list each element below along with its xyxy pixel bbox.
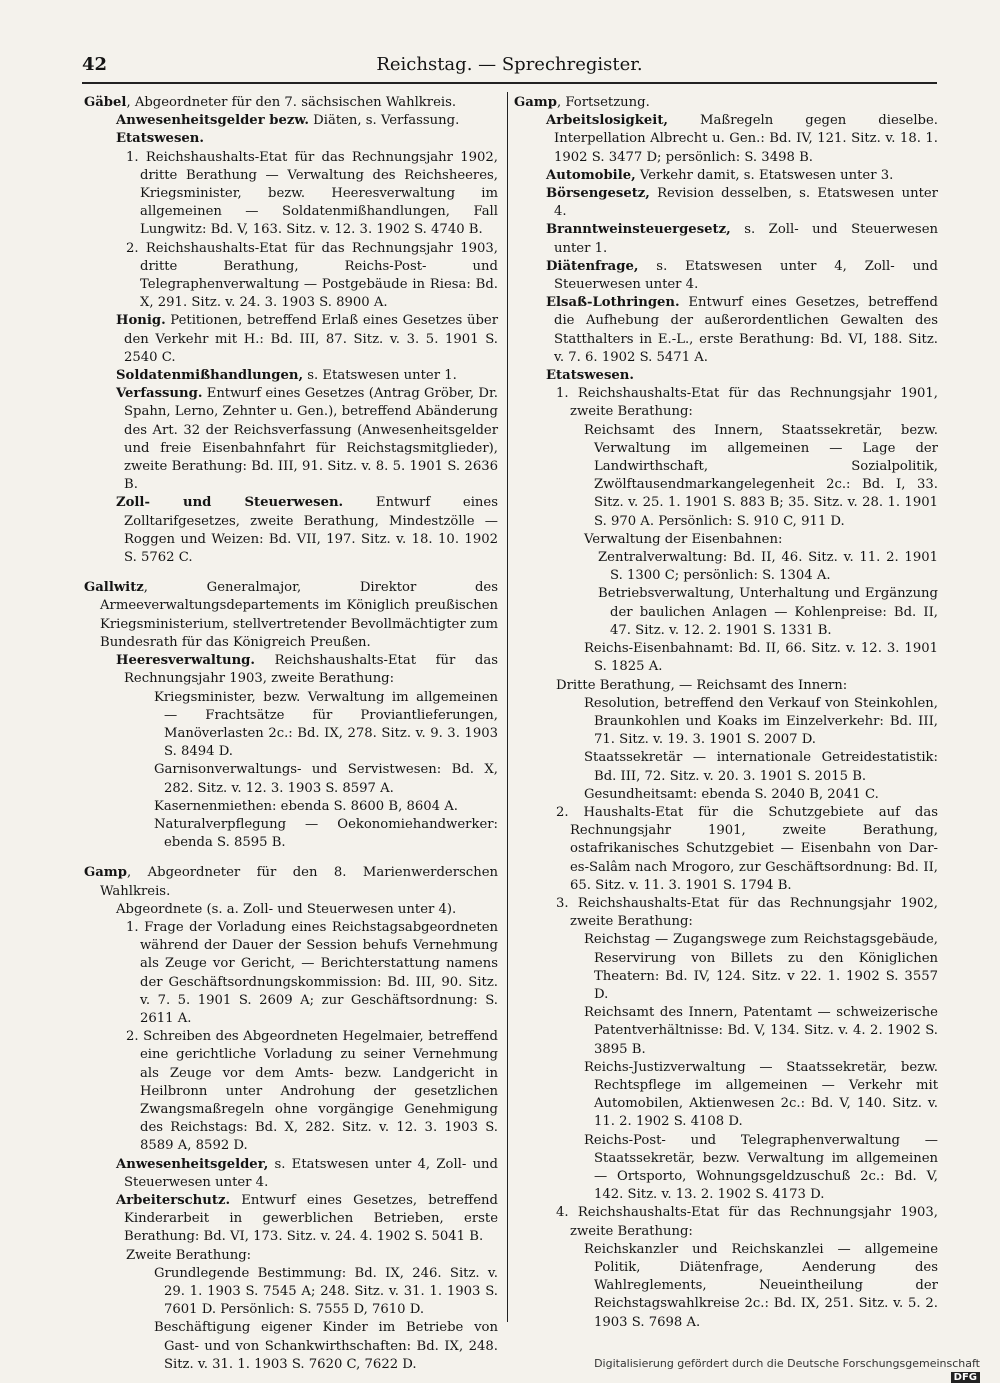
index-entry: Garnisonverwaltungs- und Servistwesen: Bd. X, 282. Sitz. v. 12. 3. 1903 S. 8597 A.	[154, 762, 498, 796]
subject-text: Revision desselben, s. Etatswesen unter 4.	[554, 186, 938, 220]
person-description: , Fortsetzung.	[556, 95, 650, 110]
index-entry: Abgeordnete (s. a. Zoll- und Steuerwesen unter 4).	[116, 901, 457, 917]
subject-text: s. Zoll- und Steuerwesen unter 1.	[554, 222, 938, 256]
subject-heading: Soldatenmißhandlungen,	[116, 368, 304, 384]
index-entry: 3. Reichshaushalts-Etat für das Rechnungsjahr 1902, zweite Berathung:	[556, 895, 938, 930]
index-entry: Etatswesen.	[116, 131, 204, 147]
index-entry: Reichs-Post- und Telegraphenverwaltung — Staatssekretär, bezw. Verwaltung im allgemeinen — Ortsporto, Wohnungsgeldzuschuß 2c.: Bd. V, 142. Sitz. v. 13. 2. 1902 S. 4173 D.	[584, 1132, 938, 1203]
subject-heading: Zoll- und Steuerwesen.	[116, 495, 344, 511]
index-entry: Gesundheitsamt: ebenda S. 2040 B, 2041 C.	[584, 786, 879, 802]
subject-text: Maßregeln gegen dieselbe. Interpellation Albrecht u. Gen.: Bd. IV, 121. Sitz. v. 18. 1. 1902 S. 3477 D; persönlich: S. 3498 B.	[554, 113, 938, 165]
index-entry: Resolution, betreffend den Verkauf von Steinkohlen, Braunkohlen und Koaks im Einzelverkehr: Bd. III, 71. Sitz. v. 19. 3. 1901 S. 2007 D.	[584, 695, 938, 748]
person-description: , Abgeordneter für den 8. Marienwerderschen Wahlkreis.	[100, 865, 498, 899]
index-entry	[514, 294, 938, 367]
person-name: Gamp	[84, 865, 127, 881]
index-entry	[514, 258, 938, 294]
running-title: Reichstag. — Sprechregister.	[376, 54, 643, 75]
column-divider	[507, 92, 508, 1322]
subject-heading: Arbeiterschutz.	[116, 1192, 231, 1208]
subject-heading: Verfassung.	[116, 386, 203, 402]
subject-text: Entwurf eines Gesetzes, betreffend die Aufhebung der außerordentlichen Gewalten des Statthalters in E.-L., erste Berathung: Bd. VI, 188. Sitz. v. 7. 6. 1902 S. 5471 A.	[554, 295, 938, 365]
index-entry: Zentralverwaltung: Bd. II, 46. Sitz. v. 11. 2. 1901 S. 1300 C; persönlich: S. 1304 A.	[598, 550, 938, 584]
person-name: Gallwitz	[84, 580, 144, 596]
subject-heading: Elsaß-Lothringen.	[546, 295, 680, 311]
index-entry: 4. Reichshaushalts-Etat für das Rechnungsjahr 1903, zweite Berathung:	[556, 1205, 938, 1239]
index-entry	[514, 221, 938, 257]
subject-text: Petitionen, betreffend Erlaß eines Gesetzes über den Verkehr mit H.: Bd. III, 87. Sitz. v. 3. 5. 1901 S. 2540 C.	[124, 313, 498, 365]
index-entry	[84, 112, 498, 130]
index-entry: Verwaltung der Eisenbahnen:	[584, 531, 783, 547]
index-entry	[84, 652, 498, 688]
index-entry: Reichs-Justizverwaltung — Staatssekretär, bezw. Rechtspflege im allgemeinen — Verkehr mit Automobilen, Aktienwesen 2c.: Bd. V, 140. Sitz. v. 11. 2. 1902 S. 4108 D.	[584, 1059, 938, 1130]
index-entry	[514, 167, 938, 185]
index-entry: Reichsamt des Innern, Patentamt — schweizerische Patentverhältnisse: Bd. V, 134. Sitz. v. 4. 2. 1902 S. 3895 B.	[584, 1005, 938, 1057]
index-entry	[84, 494, 498, 567]
index-entry: Betriebsverwaltung, Unterhaltung und Ergänzung der baulichen Anlagen — Kohlenpreise: Bd. II, 47. Sitz. v. 12. 2. 1901 S. 1331 B.	[598, 586, 938, 638]
person-description: , Abgeordneter für den 7. sächsischen Wahlkreis.	[126, 95, 457, 110]
header-rule	[82, 82, 937, 84]
index-entry: 2. Reichshaushalts-Etat für das Rechnungsjahr 1903, dritte Berathung, Reichs-Post- und Telegraphenverwaltung — Postgebäude in Riesa: Bd. X, 291. Sitz. v. 24. 3. 1903 S. 8900 A.	[126, 240, 498, 311]
person-name: Gamp	[514, 95, 557, 110]
index-entry: Kriegsminister, bezw. Verwaltung im allgemeinen — Frachtsätze für Proviantlieferungen, Manöverlasten 2c.: Bd. IX, 278. Sitz. v. 9. 3. 1903 S. 8494 D.	[154, 689, 498, 760]
index-entry: Dritte Berathung, — Reichsamt des Innern:	[556, 677, 848, 693]
index-entry: Naturalverpflegung — Oekonomiehandwerker: ebenda S. 8595 B.	[154, 816, 498, 851]
index-entry	[84, 1156, 498, 1192]
dfg-logo: DFG	[951, 1372, 980, 1383]
index-entry	[84, 367, 498, 385]
index-entry	[514, 185, 938, 221]
index-entry: 1. Reichshaushalts-Etat für das Rechnungsjahr 1902, dritte Berathung — Verwaltung des Reichsheeres, Kriegsminister, bezw. Heeresverwaltung im allgemeinen — Soldatenmißhandlungen, Fall Lungwitz: Bd. V, 163. Sitz. v. 12. 3. 1902 S. 4740 B.	[126, 149, 498, 238]
subject-text: s. Etatswesen unter 4, Zoll- und Steuerwesen unter 4.	[124, 1156, 498, 1190]
index-entry: Reichskanzler und Reichskanzlei — allgemeine Politik, Diätenfrage, Aenderung des Wahlreglements, Neueintheilung der Reichstagswahlkreise 2c.: Bd. IX, 251. Sitz. v. 5. 2. 1903 S. 7698 A.	[584, 1241, 938, 1330]
index-entry: Grundlegende Bestimmung: Bd. IX, 246. Sitz. v. 29. 1. 1903 S. 7545 A; 248. Sitz. v. 31. 1. 1903 S. 7601 D. Persönlich: S. 7555 D, 7610 D.	[154, 1265, 498, 1318]
subject-heading: Heeresverwaltung.	[116, 653, 255, 669]
index-entry	[84, 312, 498, 367]
index-entry: Etatswesen.	[546, 368, 634, 384]
right-column	[514, 94, 938, 1332]
footer	[580, 1357, 980, 1383]
person-name: Gäbel	[84, 95, 127, 110]
index-entry: Kasernenmiethen: ebenda S. 8600 B, 8604 A.	[154, 798, 458, 814]
subject-text: Entwurf eines Gesetzes (Antrag Gröber, Dr. Spahn, Lerno, Zehnter u. Gen.), betreffend Abänderung des Art. 32 der Reichsverfassung (Anwesenheitsgelder und freie Eisenbahnfahrt für Reichstagsmitglieder), zweite Berathung: Bd. III, 91. Sitz. v. 8. 5. 1901 S. 2636 B.	[124, 386, 498, 493]
subject-heading: Diätenfrage,	[546, 258, 639, 274]
subject-text: Diäten, s. Verfassung.	[308, 113, 460, 129]
subject-heading: Anwesenheitsgelder bezw.	[116, 113, 309, 129]
index-entry: 2. Schreiben des Abgeordneten Hegelmaier, betreffend eine gerichtliche Vorladung zu seiner Vernehmung als Zeuge vor dem Amts- bezw. Landgericht in Heilbronn unter Androhung der gesetzlichen Zwangsmaßregeln ohne vorgängige Genehmigung des Reichstags: Bd. X, 282. Sitz. v. 12. 3. 1903 S. 8589 A, 8592 D.	[126, 1029, 498, 1154]
subject-text: Entwurf eines Gesetzes, betreffend Kinderarbeit in gewerblichen Betrieben, erste Berathung: Bd. VI, 173. Sitz. v. 24. 4. 1902 S. 5041 B.	[124, 1192, 498, 1245]
index-entry: Staatssekretär — internationale Getreidestatistik: Bd. III, 72. Sitz. v. 20. 3. 1901 S. 2015 B.	[584, 750, 938, 784]
subject-text: Reichshaushalts-Etat für das Rechnungsjahr 1903, zweite Berathung:	[124, 653, 498, 687]
index-entry: Beschäftigung eigener Kinder im Betriebe von Gast- und von Schankwirthschaften: Bd. IX, 248. Sitz. v. 31. 1. 1903 S. 7620 C, 7622 D.	[154, 1320, 498, 1372]
subject-text: Verkehr damit, s. Etatswesen unter 3.	[635, 167, 894, 183]
subject-text: s. Etatswesen unter 4, Zoll- und Steuerwesen unter 4.	[554, 258, 938, 293]
person-entry	[514, 94, 938, 112]
person-entry	[84, 864, 498, 900]
index-entry: 1. Frage der Vorladung eines Reichstagsabgeordneten während der Dauer der Session behufs Vernehmung als Zeuge vor Gericht, — Berichterstattung namens der Geschäftsordnungskommission: Bd. III, 90. Sitz. v. 7. 5. 1901 S. 2609 A; zur Geschäftsordnung: S. 2611 A.	[126, 919, 498, 1026]
page-number: 42	[82, 54, 108, 75]
index-entry: 2. Haushalts-Etat für die Schutzgebiete auf das Rechnungsjahr 1901, zweite Berathung, ostafrikanisches Schutzgebiet — Eisenbahn von Dar-es-Salâm nach Mrogoro, zur Geschäftsordnung: Bd. II, 65. Sitz. v. 11. 3. 1901 S. 1794 B.	[556, 804, 938, 893]
subject-text: s. Etatswesen unter 1.	[303, 368, 457, 384]
index-entry: Reichsamt des Innern, Staatssekretär, bezw. Verwaltung im allgemeinen — Lage der Landwirthschaft, Sozialpolitik, Zwölftausendmarkangelegenheit 2c.: Bd. I, 33. Sitz. v. 25. 1. 1901 S. 883 B; 35. Sitz. v. 28. 1. 1901 S. 970 A. Persönlich: S. 910 C, 911 D.	[584, 422, 938, 529]
subject-heading: Branntweinsteuergesetz,	[546, 222, 731, 238]
subject-heading: Arbeitslosigkeit,	[546, 113, 668, 129]
index-entry: 1. Reichshaushalts-Etat für das Rechnungsjahr 1901, zweite Berathung:	[556, 386, 938, 420]
index-entry: Reichstag — Zugangswege zum Reichstagsgebäude, Reservirung von Billets zu den Königlichen Theatern: Bd. IV, 124. Sitz. v 22. 1. 1902 S. 3557 D.	[584, 932, 938, 1002]
footer-text: Digitalisierung gefördert durch die Deutsche Forschungsgemeinschaft	[594, 1357, 980, 1370]
person-entry	[84, 94, 498, 112]
index-entry	[514, 112, 938, 167]
subject-text: Entwurf eines Zolltarifgesetzes, zweite Berathung, Mindestzölle — Roggen und Weizen: Bd. VII, 197. Sitz. v. 18. 10. 1902 S. 5762 C.	[124, 495, 498, 566]
index-entry: Reichs-Eisenbahnamt: Bd. II, 66. Sitz. v. 12. 3. 1901 S. 1825 A.	[584, 641, 938, 675]
index-entry	[84, 1192, 498, 1247]
subject-heading: Anwesenheitsgelder,	[116, 1156, 269, 1172]
person-entry	[84, 579, 498, 652]
subject-heading: Honig.	[116, 313, 166, 329]
left-column	[84, 94, 498, 1374]
person-description: , Generalmajor, Direktor des Armeeverwaltungsdepartements im Königlich preußischen Kriegsministerium, stellvertretender Bevollmächtigter zum Bundesrath für das Königreich Preußen.	[100, 580, 498, 650]
subject-heading: Automobile,	[546, 167, 636, 183]
index-entry: Zweite Berathung:	[126, 1247, 252, 1263]
page-header	[82, 52, 937, 78]
index-entry	[84, 385, 498, 494]
subject-heading: Börsengesetz,	[546, 186, 650, 202]
